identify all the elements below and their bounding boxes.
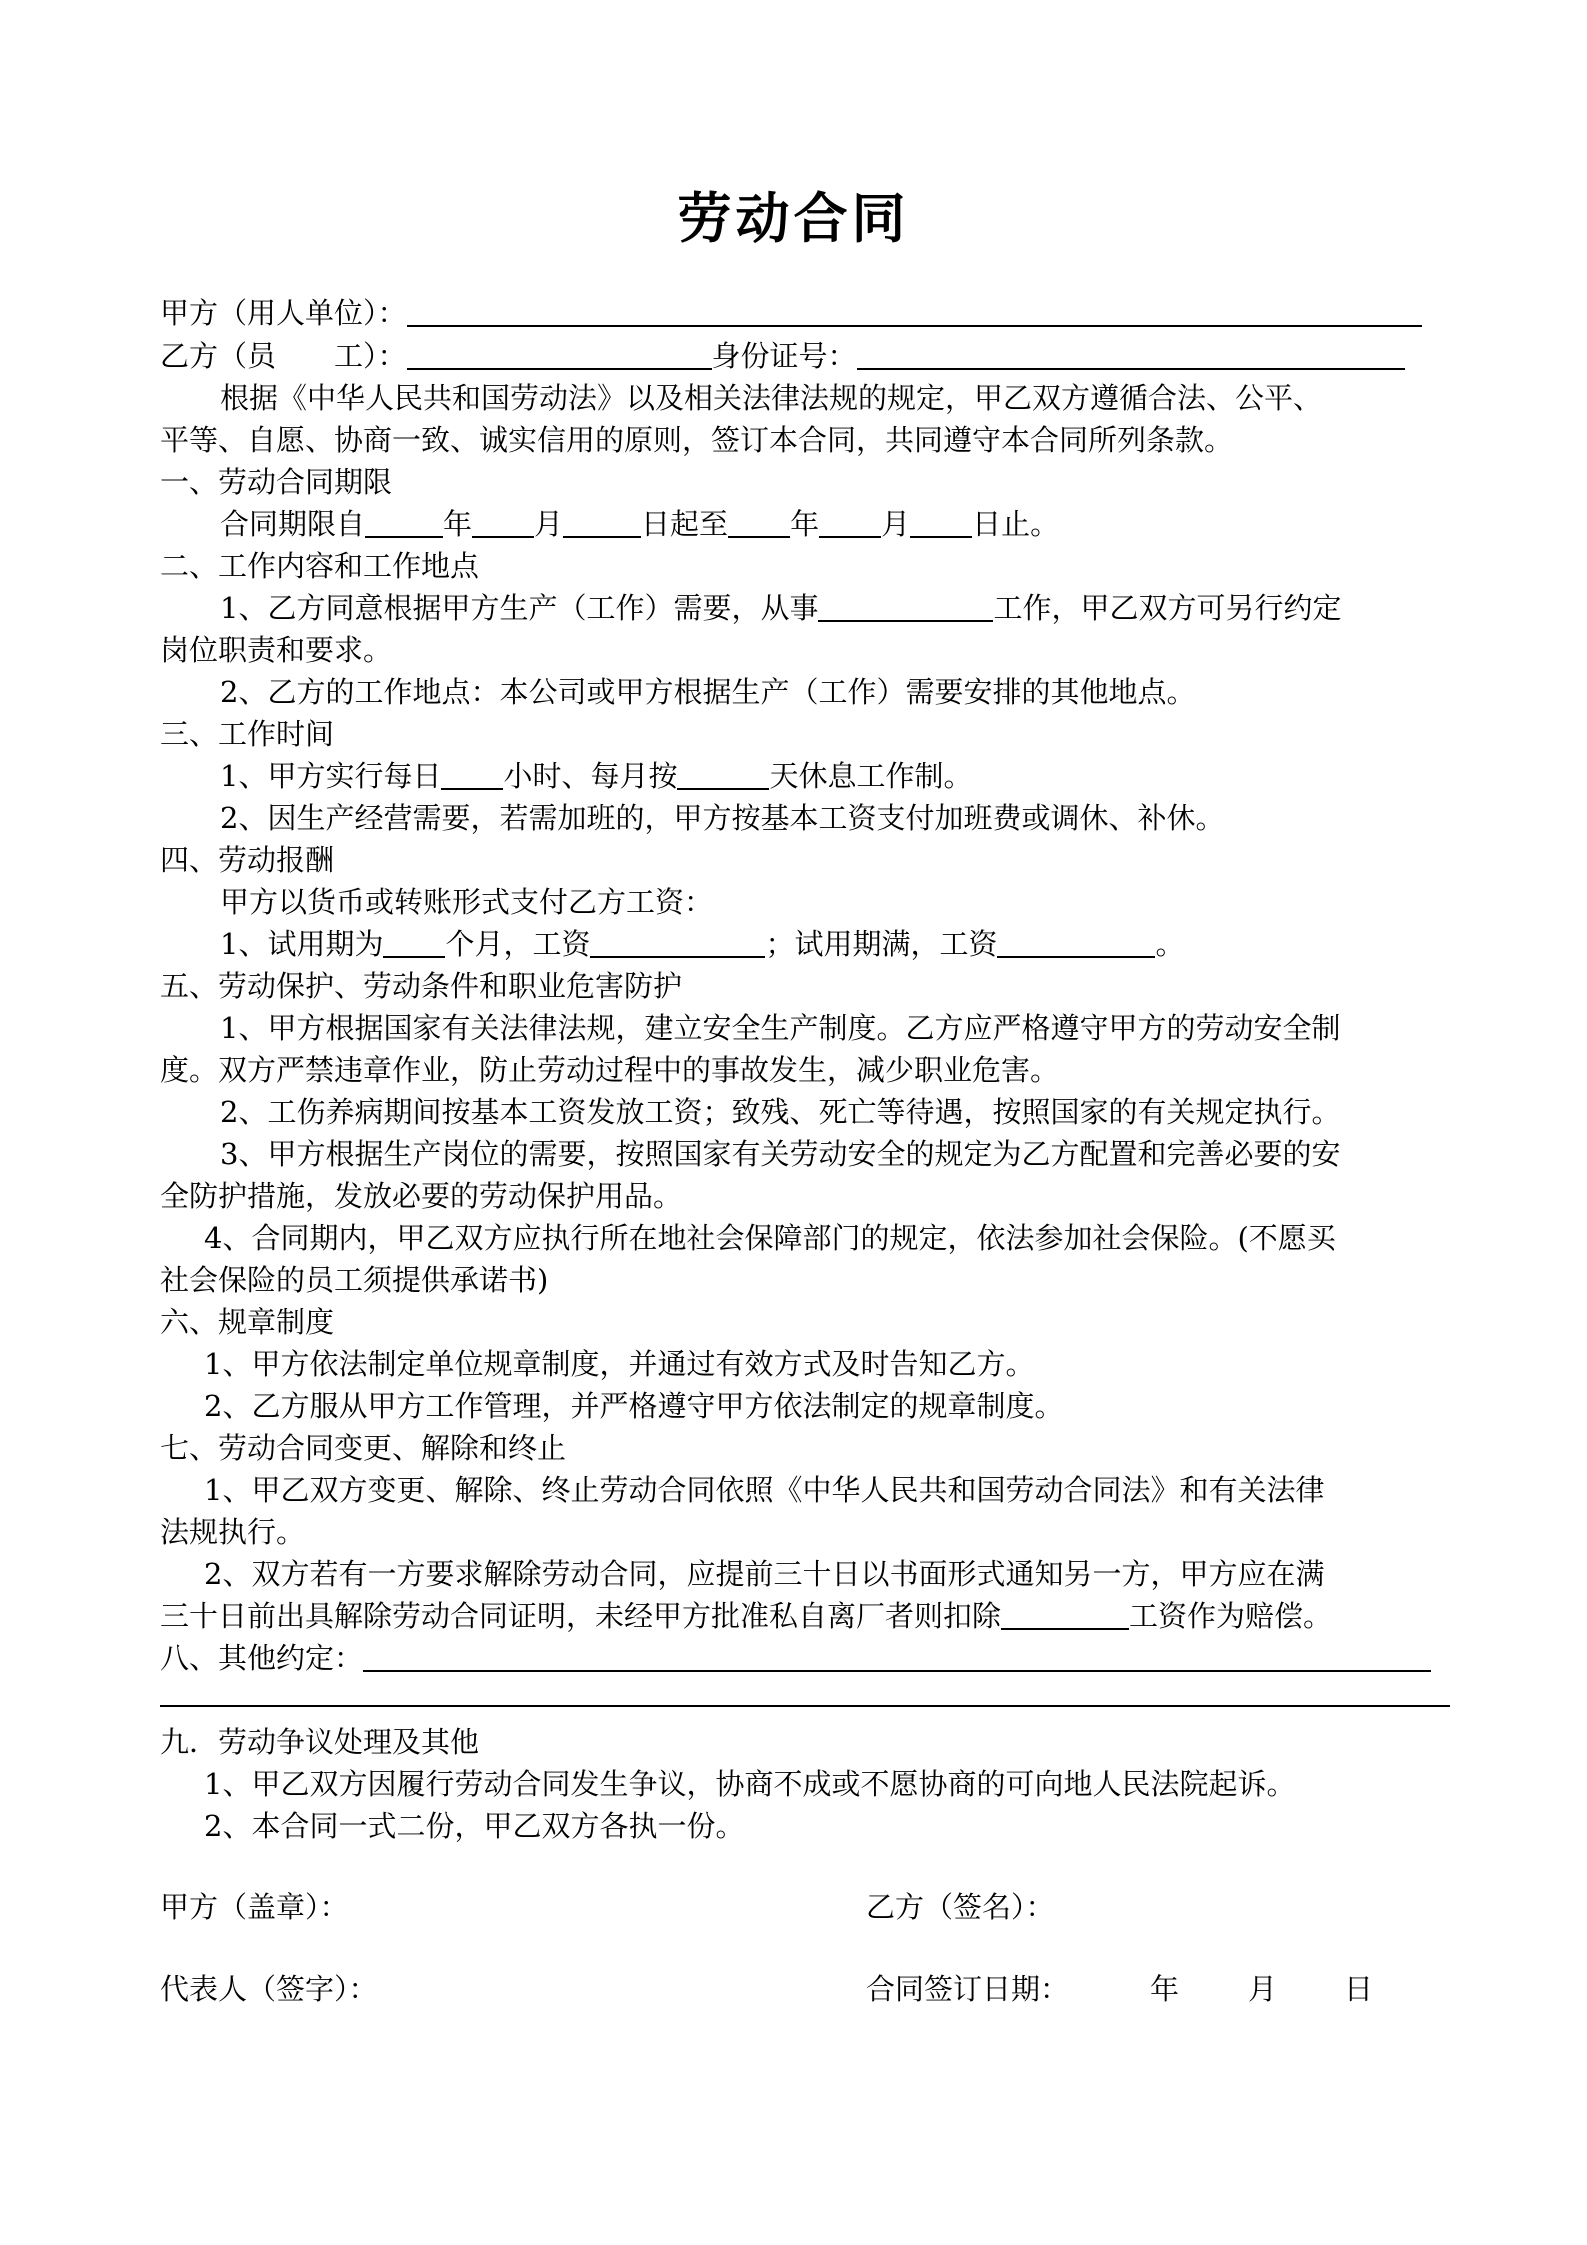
start-day-field[interactable] [563, 506, 641, 538]
section-7-heading: 七、劳动合同变更、解除和终止 [160, 1431, 567, 1465]
end-month-field[interactable] [819, 506, 881, 538]
termination-clause-1a: 1、甲乙双方变更、解除、终止劳动合同依照《中华人民共和国劳动合同法》和有关法律 [204, 1473, 1325, 1507]
safety-clause-1b: 度。双方严禁违章作业，防止劳动过程中的事故发生，减少职业危害。 [160, 1053, 1060, 1087]
start-month-field[interactable] [472, 506, 534, 538]
safety-clause-2: 2、工伤养病期间按基本工资发放工资；致残、死亡等待遇，按照国家的有关规定执行。 [220, 1095, 1341, 1129]
section-8-heading: 八、其他约定： [160, 1641, 364, 1675]
contract-term-line [220, 503, 1450, 545]
section-4-heading: 四、劳动报酬 [160, 843, 335, 877]
term-from-label: 合同期限自 [220, 507, 366, 541]
start-year-field[interactable] [365, 506, 443, 538]
party-a-seal-label: 甲方（盖章）： [160, 1890, 349, 1924]
sign-day-label: 日 [1344, 1972, 1374, 2006]
salary-end-mark: 。 [1155, 927, 1185, 961]
job-content-line [220, 587, 1450, 629]
section-5-heading: 五、劳动保护、劳动条件和职业危害防护 [160, 969, 683, 1003]
other-agreements-blank-line[interactable] [160, 1705, 1450, 1707]
party-b-line [160, 335, 1450, 377]
section-6-heading: 六、规章制度 [160, 1305, 335, 1339]
work-location-line: 2、乙方的工作地点：本公司或甲方根据生产（工作）需要安排的其他地点。 [220, 675, 1196, 709]
sign-year-label: 年 [1150, 1972, 1180, 2006]
probation-salary-field[interactable] [590, 926, 765, 958]
probation-line [220, 923, 1450, 965]
end-month-label: 月 [881, 507, 911, 541]
section-3-heading: 三、工作时间 [160, 717, 335, 751]
overtime-line: 2、因生产经营需要，若需加班的，甲方按基本工资支付加班费或调休、补休。 [220, 801, 1225, 835]
end-day-field[interactable] [910, 506, 972, 538]
start-year-label: 年 [443, 507, 473, 541]
section-2-heading: 二、工作内容和工作地点 [160, 549, 480, 583]
end-year-field[interactable] [728, 506, 790, 538]
hours-label: 1、甲方实行每日 [220, 759, 442, 793]
end-day-label: 日止。 [972, 507, 1060, 541]
document-title: 劳动合同 [677, 186, 910, 250]
insurance-clause-a: 4、合同期内，甲乙双方应执行所在地社会保障部门的规定，依法参加社会保险。(不愿买 [204, 1221, 1336, 1255]
dispute-clause-1: 1、甲乙双方因履行劳动合同发生争议，协商不成或不愿协商的可向地人民法院起诉。 [204, 1767, 1296, 1801]
deduction-amount-field[interactable] [1001, 1598, 1129, 1630]
insurance-clause-b: 社会保险的员工须提供承诺书) [160, 1263, 549, 1297]
termination-clause-1b: 法规执行。 [160, 1515, 306, 1549]
representative-label: 代表人（签字）： [160, 1972, 378, 2006]
other-agreements-field[interactable] [363, 1640, 1431, 1672]
regular-salary-field[interactable] [997, 926, 1155, 958]
rules-clause-1: 1、甲方依法制定单位规章制度，并通过有效方式及时告知乙方。 [204, 1347, 1035, 1381]
party-b-label: 乙方（员 工）： [160, 339, 407, 373]
deduction-text: 三十日前出具解除劳动合同证明，未经甲方批准私自离厂者则扣除 [160, 1599, 1002, 1633]
rest-days-label: 天休息工作制。 [769, 759, 973, 793]
section-1-heading: 一、劳动合同期限 [160, 465, 393, 499]
sign-month-label: 月 [1248, 1972, 1278, 2006]
party-b-name-field[interactable] [407, 338, 712, 370]
end-year-label: 年 [790, 507, 820, 541]
safety-clause-1a: 1、甲方根据国家有关法律法规，建立安全生产制度。乙方应严格遵守甲方的劳动安全制 [220, 1011, 1341, 1045]
safety-clause-3b: 全防护措施，发放必要的劳动保护用品。 [160, 1179, 683, 1213]
party-a-label: 甲方（用人单位）： [160, 296, 407, 330]
termination-clause-2b [160, 1595, 1450, 1637]
party-b-sign-label: 乙方（签名）： [866, 1890, 1055, 1924]
party-a-name-field[interactable] [407, 295, 1422, 327]
regular-salary-label: ；试用期满，工资 [765, 927, 998, 961]
id-number-label: 身份证号： [711, 339, 857, 373]
preamble-line-1: 根据《中华人民共和国劳动法》以及相关法律法规的规定，甲乙双方遵循合法、公平、 [220, 381, 1323, 415]
party-a-line [160, 292, 1450, 334]
working-hours-line [220, 755, 1450, 797]
probation-salary-label: 个月，工资 [445, 927, 591, 961]
probation-label: 1、试用期为 [220, 927, 384, 961]
deduction-text-2: 工资作为赔偿。 [1129, 1599, 1333, 1633]
term-to-label: 日起至 [641, 507, 729, 541]
payment-method-line: 甲方以货币或转账形式支付乙方工资： [220, 885, 714, 919]
safety-clause-3a: 3、甲方根据生产岗位的需要，按照国家有关劳动安全的规定为乙方配置和完善必要的安 [220, 1137, 1341, 1171]
job-content-line-2: 岗位职责和要求。 [160, 633, 393, 667]
sign-date-label: 合同签订日期： [866, 1972, 1070, 2006]
job-position-field[interactable] [818, 590, 993, 622]
section-9-heading: 九．劳动争议处理及其他 [160, 1725, 480, 1759]
other-agreements-line [160, 1637, 1450, 1679]
dispute-clause-2: 2、本合同一式二份，甲乙双方各执一份。 [204, 1809, 745, 1843]
termination-clause-2a: 2、双方若有一方要求解除劳动合同，应提前三十日以书面形式通知另一方，甲方应在满 [204, 1557, 1325, 1591]
monthly-rest-label: 小时、每月按 [503, 759, 678, 793]
preamble-line-2: 平等、自愿、协商一致、诚实信用的原则，签订本合同，共同遵守本合同所列条款。 [160, 423, 1234, 457]
probation-months-field[interactable] [383, 926, 445, 958]
rest-days-field[interactable] [677, 758, 769, 790]
daily-hours-field[interactable] [441, 758, 503, 790]
start-month-label: 月 [534, 507, 564, 541]
job-content-text: 1、乙方同意根据甲方生产（工作）需要，从事 [220, 591, 819, 625]
job-content-text-2: 工作，甲乙双方可另行约定 [993, 591, 1342, 625]
rules-clause-2: 2、乙方服从甲方工作管理，并严格遵守甲方依法制定的规章制度。 [204, 1389, 1064, 1423]
id-number-field[interactable] [857, 338, 1405, 370]
